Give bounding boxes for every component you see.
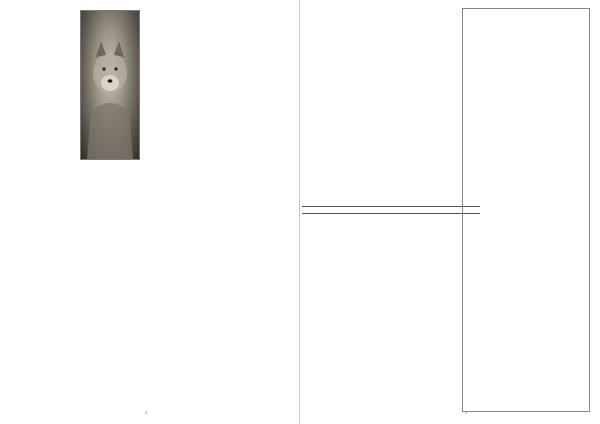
column-4-top <box>302 10 374 202</box>
wolf-photo-icon <box>81 11 139 159</box>
column-3 <box>146 10 210 408</box>
column-1 <box>10 10 74 408</box>
column-5-top <box>382 10 456 202</box>
column-5 <box>382 226 456 410</box>
column-2 <box>80 166 140 408</box>
column-4 <box>302 226 374 410</box>
page-number-right: 5 <box>465 410 467 415</box>
page-number-left: 4 <box>145 410 147 415</box>
pull-quote <box>302 206 480 214</box>
sidebar-box <box>462 8 590 412</box>
wolf-photo <box>80 10 140 160</box>
